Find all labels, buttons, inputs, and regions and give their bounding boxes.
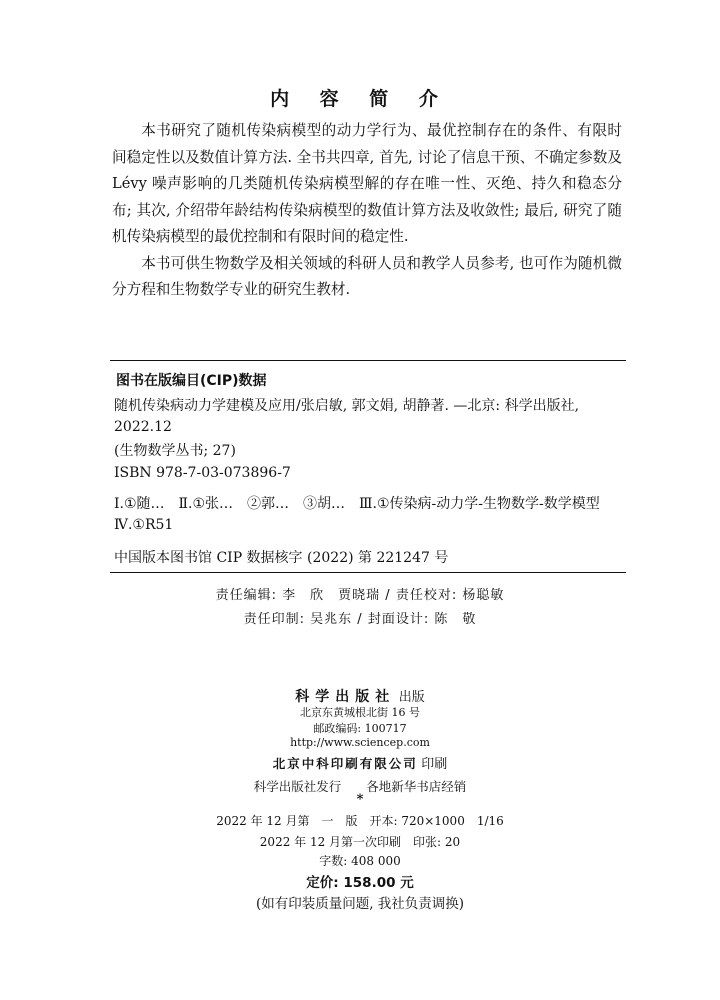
cip-line-2: (生物数学丛书; 27) (114, 443, 236, 459)
divider-top (110, 360, 626, 361)
cip-line-3: ISBN 978-7-03-073896-7 (114, 465, 291, 481)
printer-suffix: 印刷 (421, 757, 448, 772)
publisher-address: 北京东黄城根北街 16 号 (300, 706, 420, 719)
intro-paragraph-1: 本书研究了随机传染病模型的动力学行为、最优控制存在的条件、有限时间稳定性以及数值计算方法. 全书共四章, 首先, 讨论了信息干预、不确定参数及 Lévy 噪声影响的几类随机传染病模型解的存在唯一性、灭绝、持久和稳态分布; 其次, 介绍带年龄结构传染病模型的数值计算方法及收敛性; 最后, 研究了随机传染病模型的最优控制和有限时间的稳定性. (112, 122, 622, 245)
page-title: 内 容 简 介 (270, 88, 450, 110)
publisher-name: 科学出版社 (295, 689, 396, 705)
credits-line-2: 责任印制: 吴兆东 / 封面设计: 陈 敬 (243, 612, 477, 627)
credits-line-1: 责任编辑: 李 欣 贾晓瑞 / 责任校对: 杨聪敏 (215, 588, 505, 603)
cip-line-4: Ⅰ.①随… Ⅱ.①张… ②郭… ③胡… Ⅲ.①传染病-动力学-生物数学-数学模型 Ⅳ.①R51 (114, 496, 614, 533)
publisher-suffix: 出版 (398, 690, 425, 705)
quality-note: (如有印装质量问题, 我社负责调换) (255, 896, 465, 912)
printer-name: 北京中科印刷有限公司 (272, 756, 418, 771)
edition-line-1: 2022 年 12 月第 一 版 开本: 720×1000 1/16 (216, 814, 504, 828)
edition-line-2: 2022 年 12 月第一次印刷 印张: 20 (259, 835, 461, 849)
intro-section (112, 118, 622, 304)
cip-line-5: 中国版本图书馆 CIP 数据核字 (2022) 第 221247 号 (114, 550, 449, 566)
distribution-line: 科学出版社发行 各地新华书店经销 (253, 779, 467, 794)
divider-bottom (110, 572, 626, 573)
cip-heading: 图书在版编目(CIP)数据 (116, 373, 267, 389)
cip-line-1: 随机传染病动力学建模及应用/张启敏, 郭文娟, 胡静著. —北京: 科学出版社, 2022.12 (114, 398, 580, 435)
publisher-line (0, 686, 720, 706)
publisher-url: http://www.sciencep.com (290, 736, 430, 749)
intro-paragraph-2: 本书可供生物数学及相关领域的科研人员和教学人员参考, 也可作为随机微分方程和生物数学专业的研究生教材. (112, 254, 622, 298)
price: 定价: 158.00 元 (306, 875, 414, 891)
word-count: 字数: 408 000 (319, 854, 401, 868)
separator-star: * (356, 792, 364, 807)
printer-line (0, 753, 720, 772)
publisher-postcode: 邮政编码: 100717 (313, 722, 407, 735)
